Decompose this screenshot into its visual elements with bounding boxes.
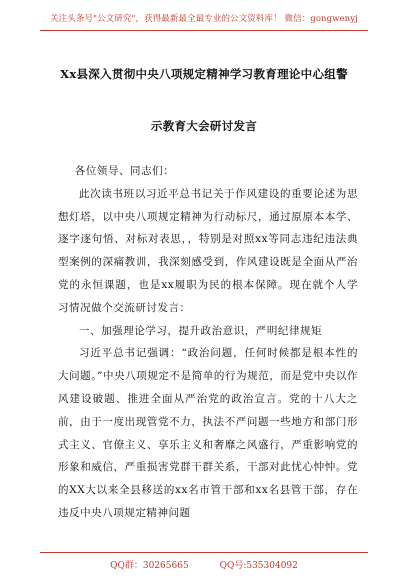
footer-divider	[40, 552, 368, 553]
header-banner: 关注头条号"公文研究"，获得最新最全最专业的公文资料库！ 微信：gongwenyj	[50, 14, 358, 24]
footer	[0, 558, 408, 571]
footer-qq-group: QQ群：30265665	[110, 561, 189, 571]
paragraph-intro: 此次读书班以习近平总书记关于作风建设的重要论述为思想灯塔，以中央八项规定精神为行动标尺，通过原原本本学、逐字逐句悟、对标对表思，，特别是对照xx等同志违纪违法典型案例的深痛教训，我深刻感受到，作风建设既是全面从严治党的永恒课题，也是xx履职为民的根本保障。现在就个人学习情况做个交流研讨发言：	[58, 187, 358, 314]
header-divider	[40, 30, 368, 31]
document-title-line1: Xx县深入贯彻中央八项规定精神学习教育理论中心组警	[60, 67, 348, 81]
section-heading-1: 一、加强理论学习，提升政治意识，严明纪律规矩	[79, 324, 323, 337]
document-body	[58, 160, 358, 525]
footer-qq-number: QQ号:535304092	[219, 561, 298, 571]
paragraph-section-1: 习近平总书记强调：“政治问题，任何时候都是根本性的大问题。”中央八项规定不是简单的行为规范，而是党中央以作风建设破题、推进全面从严治党的政治宣言。党的十八大之前，由于一度出现管党不力，执法不严问题一些地方和部门形式主义、官僚主义、享乐主义和奢靡之风盛行，严重影响党的形象和威信，严重损害党群干群关系，干部对此忧心忡忡。党的XX大以来全县移送的xx名市管干部和xx名县管干部，存在违反中央八项规定精神问题	[58, 347, 358, 519]
document-title-line2: 示教育大会研讨发言	[150, 119, 258, 133]
greeting: 各位领导、同志们：	[74, 165, 175, 177]
